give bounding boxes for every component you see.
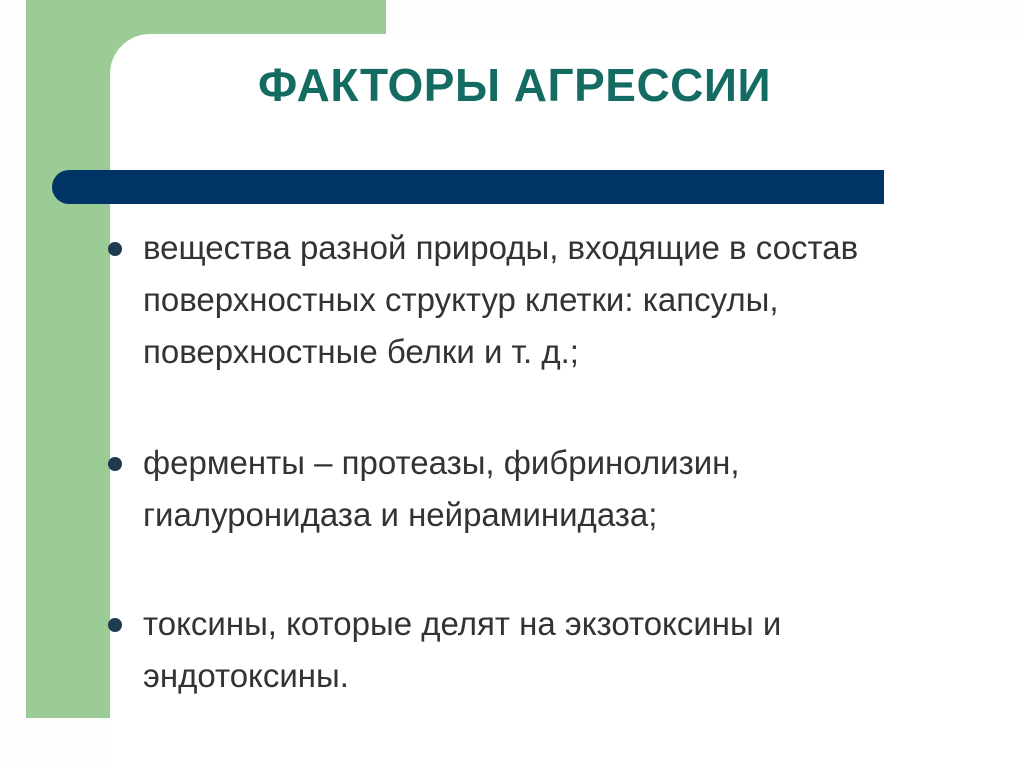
title-underline-bar bbox=[52, 170, 884, 204]
bullet-list bbox=[106, 222, 926, 702]
slide-title: ФАКТОРЫ АГРЕССИИ bbox=[258, 59, 772, 111]
bullet-item bbox=[106, 437, 926, 541]
bullet-item bbox=[106, 222, 926, 378]
bullet-text: ферменты – протеазы, фибринолизин, гиалуронидаза и нейраминидаза; bbox=[143, 444, 740, 533]
bullet-dot-icon bbox=[108, 618, 122, 632]
bullet-text: токсины, которые делят на экзотоксины и эндотоксины. bbox=[143, 605, 782, 694]
bullet-item bbox=[106, 598, 926, 702]
bullet-dot-icon bbox=[108, 457, 122, 471]
bullet-text: вещества разной природы, входящие в состав поверхностных структур клетки: капсулы, поверхностные белки и т. д.; bbox=[143, 229, 859, 370]
bullet-dot-icon bbox=[108, 242, 122, 256]
